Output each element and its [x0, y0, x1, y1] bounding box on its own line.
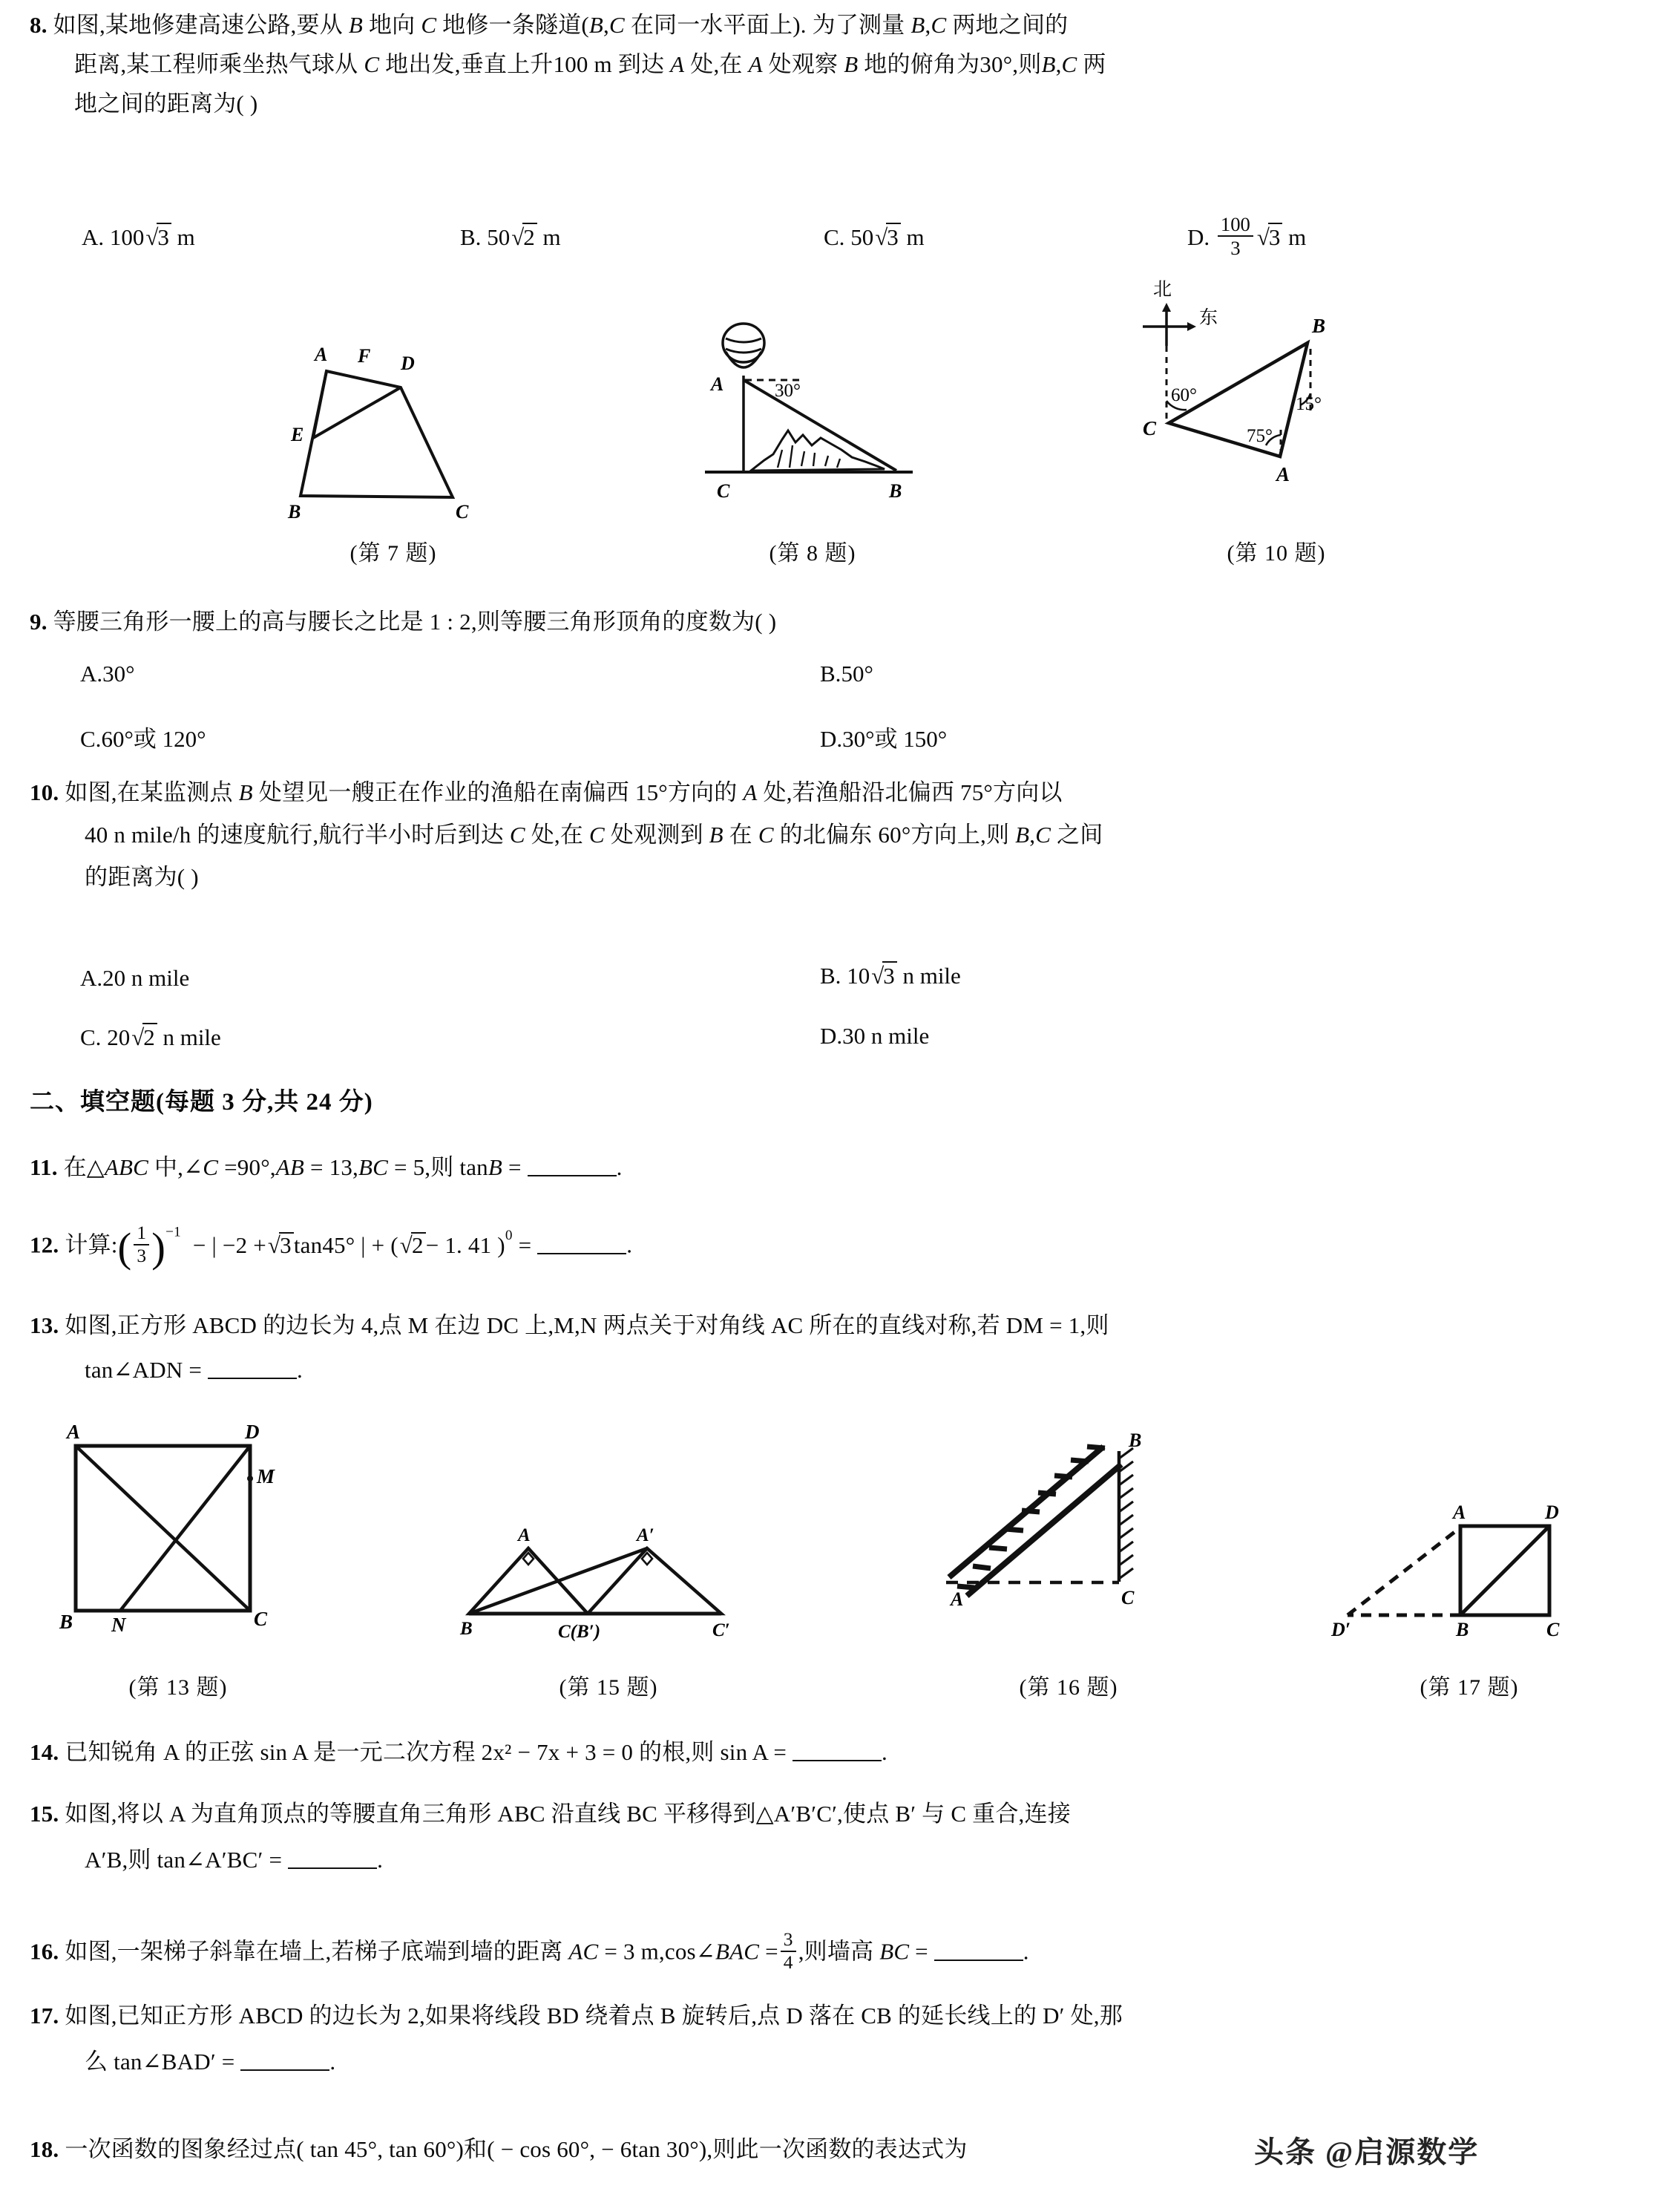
question-11-f: = 5,则 tan	[388, 1154, 488, 1180]
question-10-line1-a: 如图,在某监测点	[65, 779, 239, 805]
figure-10-label-C: C	[1143, 417, 1157, 439]
option-key: D.	[820, 726, 843, 752]
question-16-line1-a: 如图,一架梯子斜靠在墙上,若梯子底端到墙的距离	[65, 1938, 569, 1965]
question-10-line2-d: 在	[723, 822, 758, 848]
question-10-line3: 的距离为( )	[85, 864, 199, 890]
figure-16-label-A: A	[951, 1588, 964, 1610]
question-10-line2-f: 之间	[1051, 822, 1103, 848]
figure-13-label-C: C	[254, 1608, 268, 1630]
figure-17	[1299, 1502, 1595, 1640]
figure-13-label-N: N	[111, 1614, 126, 1636]
question-10-line2-b: 处,在	[525, 822, 589, 848]
figure-8-label-A: A	[711, 373, 724, 395]
figure-7-label-F: F	[358, 345, 371, 367]
question-8-option-d[interactable]	[1187, 214, 1306, 258]
figure-16-label-C: C	[1121, 1587, 1135, 1608]
question-12-expr: − | −2 +√3tan45° | + (√2− 1. 41 )$^0$ =	[186, 1227, 532, 1258]
question-17-number: 17.	[30, 2003, 59, 2029]
question-10-option-a[interactable]	[80, 965, 189, 992]
figure-10-label-A: A	[1276, 463, 1290, 485]
figure-7-drawing	[275, 341, 512, 523]
question-12-lead: 计算:	[65, 1231, 118, 1258]
question-10-option-d[interactable]	[820, 1023, 929, 1050]
question-10-option-c[interactable]	[80, 1023, 221, 1051]
question-11: 11. 在△ABC 中,∠C =90°,AB = 13,BC = 5,则 tanB = .	[30, 1152, 1662, 1179]
figure-17-label-C: C	[1546, 1619, 1560, 1640]
option-value: 30°或 150°	[842, 726, 948, 752]
question-9-option-c[interactable]	[80, 720, 206, 753]
option-value: 100√3 m	[109, 224, 195, 250]
figure-8-angle-label: 30°	[775, 381, 801, 401]
figure-16-caption: (第 16 题)	[1019, 1675, 1118, 1700]
question-14-answer-blank[interactable]	[793, 1737, 882, 1761]
figure-7-label-C: C	[456, 501, 469, 523]
question-13-line2: tan∠ADN =	[85, 1357, 203, 1383]
option-value: 30°	[102, 661, 135, 687]
question-8: 8. 如图,某地修建高速公路,要从 B 地向 C 地修一条隧道(B,C 在同一水平面上). 为了测量 B,C 两地之间的 距离,某工程师乘坐热气球从 C 地出发,垂直上升100 m 到达 A 处,在 A 处观察 B 地的俯角为30°,则B,C 两 地之间的距离为( )	[30, 12, 1106, 117]
question-8-line3: 地之间的距离为( )	[74, 91, 258, 117]
figure-10-east-label: 东	[1199, 308, 1218, 328]
figure-13-point-M	[247, 1476, 253, 1482]
figure-8-label-C: C	[717, 480, 730, 502]
question-11-bc: BC	[358, 1154, 388, 1180]
question-15-answer-blank[interactable]	[288, 1844, 377, 1869]
question-18-line1: 一次函数的图象经过点( tan 45°, tan 60°)和( − cos 60°, − 6tan 30°),则此一次函数的表达式为	[65, 2136, 968, 2162]
option-key: A.	[80, 661, 103, 687]
question-13-line1: 如图,正方形 ABCD 的边长为 4,点 M 在边 DC 上,M,N 两点关于对角线 AC 所在的直线对称,若 DM = 1,则	[65, 1312, 1109, 1338]
figure-17-diagonal	[1460, 1526, 1549, 1615]
figure-8	[690, 319, 935, 520]
figure-15-label-Cprime: C′	[712, 1620, 730, 1640]
question-8-line2-b: 地出发,垂直上升100 m 到达	[379, 51, 671, 77]
question-9-text: 等腰三角形一腰上的高与腰长之比是 1 : 2,则等腰三角形顶角的度数为( )	[53, 609, 777, 635]
question-11-c: C	[203, 1154, 219, 1180]
question-12-answer-blank[interactable]	[537, 1230, 626, 1254]
question-16: 16. 如图,一架梯子斜靠在墙上,若梯子底端到墙的距离 AC = 3 m,cos∠BAC = $\frac{3}{4}$ ,则墙高 BC = .	[30, 1929, 1029, 1973]
figure-10-angle-15: 15°	[1296, 394, 1322, 414]
figure-13-label-B: B	[59, 1611, 73, 1633]
question-8-line2-d: 处观察	[762, 51, 844, 77]
figure-8-label-B: B	[889, 480, 902, 502]
question-14-line1: 已知锐角 A 的正弦 sin A 是一元二次方程 2x² − 7x + 3 = 0 的根,则 sin A =	[65, 1739, 787, 1765]
question-11-g: B	[488, 1154, 502, 1180]
question-9	[30, 610, 1662, 633]
question-9-option-a[interactable]	[80, 661, 135, 687]
question-11-abc: ABC	[104, 1154, 148, 1180]
question-15-line1: 如图,将以 A 为直角顶点的等腰直角三角形 ABC 沿直线 BC 平移得到△A′B′C′,使点 B′ 与 C 重合,连接	[65, 1801, 1071, 1827]
option-key: C.	[80, 1024, 102, 1050]
question-8-number: 8.	[30, 12, 47, 38]
figure-13-caption: (第 13 题)	[128, 1675, 228, 1700]
option-key: A.	[82, 224, 105, 250]
question-11-b: 中,∠	[148, 1154, 203, 1180]
figure-10-angle-60: 60°	[1171, 385, 1197, 405]
question-18-number: 18.	[30, 2136, 59, 2162]
option-value: 30 n mile	[842, 1023, 930, 1049]
question-9-option-d[interactable]	[820, 720, 947, 753]
option-key: D.	[820, 1023, 843, 1049]
figure-10-label-B: B	[1312, 315, 1326, 337]
question-11-e: = 13,	[304, 1154, 358, 1180]
figure-17-label-A: A	[1453, 1502, 1466, 1523]
question-16-ac: AC	[568, 1938, 599, 1965]
figure-10-north-label: 北	[1153, 280, 1172, 300]
question-10-line1-b: 处望见一艘正在作业的渔船在南偏西 15°方向的	[252, 779, 744, 805]
option-key: B.	[460, 224, 482, 250]
figure-15-label-Aprime: A′	[637, 1525, 654, 1545]
question-8-line2-c: 处,在	[684, 51, 749, 77]
figure-17-drawing	[1299, 1502, 1595, 1640]
question-8-line1-d: 在同一水平面上). 为了测量	[624, 12, 911, 38]
question-12-number: 12.	[30, 1231, 59, 1258]
option-key: C.	[80, 726, 102, 752]
question-11-answer-blank[interactable]	[528, 1152, 617, 1176]
question-10-line1-c: 处,若渔船沿北偏西 75°方向以	[757, 779, 1063, 805]
option-key: C.	[824, 224, 845, 250]
question-16-line1-e: =	[759, 1938, 778, 1965]
figure-17-label-Dprime: D′	[1331, 1619, 1351, 1640]
option-value: 20√2 n mile	[107, 1024, 221, 1050]
question-16-number: 16.	[30, 1938, 59, 1965]
figure-10	[1128, 280, 1425, 512]
figure-7-label-D: D	[401, 353, 415, 374]
figure-13-label-D: D	[245, 1421, 260, 1443]
figure-13-label-A: A	[67, 1421, 81, 1443]
question-17-line2: 么 tan∠BAD′ =	[85, 2049, 235, 2075]
figure-13	[59, 1421, 304, 1636]
question-17-answer-blank[interactable]	[240, 2046, 329, 2071]
figure-16	[939, 1430, 1198, 1629]
option-value: 10√3 n mile	[847, 963, 961, 989]
figure-13-label-M: M	[257, 1465, 275, 1487]
figure-7	[275, 341, 512, 523]
figure-8-drawing	[690, 319, 935, 520]
question-12: 12. 计算:( $\frac{1}{3}$ )$^{-1}$ − | −2 +√3tan45° | + (√2− 1. 41 )$^0$ = .	[30, 1222, 633, 1271]
question-16-line1-f: ,则墙高	[798, 1938, 880, 1965]
question-16-frac-num: 3	[781, 1930, 796, 1952]
figure-15-drawing	[460, 1522, 757, 1640]
figure-7-caption: (第 7 题)	[350, 541, 437, 566]
question-8-line1-b: 地向	[363, 12, 421, 38]
figure-16-label-B: B	[1129, 1430, 1142, 1451]
figure-15	[460, 1522, 757, 1640]
option-value: $\frac{100}{3}$ √3 m	[1215, 224, 1306, 250]
question-13-answer-blank[interactable]	[208, 1355, 297, 1379]
question-14: 14. 已知锐角 A 的正弦 sin A 是一元二次方程 2x² − 7x + 3 = 0 的根,则 sin A = .	[30, 1737, 1670, 1764]
question-17-line1: 如图,已知正方形 ABCD 的边长为 2,如果将线段 BD 绕着点 B 旋转后,点 D 落在 CB 的延长线上的 D′ 处,那	[65, 2003, 1123, 2029]
option-key: A.	[80, 965, 103, 991]
figure-10-angle-75: 75°	[1247, 426, 1273, 446]
question-17: 17. 如图,已知正方形 ABCD 的边长为 2,如果将线段 BD 绕着点 B 旋转后,点 D 落在 CB 的延长线上的 D′ 处,那 么 tan∠BAD′ = .	[30, 2003, 1123, 2075]
question-11-a: 在△	[63, 1154, 105, 1180]
question-13-number: 13.	[30, 1312, 59, 1338]
question-16-frac-den: 4	[783, 1951, 793, 1973]
figure-17-label-D: D	[1545, 1502, 1559, 1523]
figure-17-caption: (第 17 题)	[1420, 1675, 1519, 1700]
question-16-answer-blank[interactable]	[934, 1937, 1023, 1961]
figure-15-label-A: A	[518, 1525, 531, 1545]
option-value: 50√2 m	[487, 224, 561, 250]
question-10-number: 10.	[30, 779, 59, 805]
question-8-option-b[interactable]	[460, 223, 561, 251]
question-16-bc: BC	[879, 1938, 910, 1965]
option-value: 60°或 120°	[101, 726, 206, 752]
question-9-number: 9.	[30, 609, 47, 635]
option-key: D.	[1187, 224, 1210, 251]
question-15-number: 15.	[30, 1801, 59, 1827]
question-8-line2-a: 距离,某工程师乘坐热气球从	[74, 51, 364, 77]
question-10-option-b[interactable]	[820, 961, 961, 989]
option-key: B.	[820, 661, 841, 687]
figure-7-label-B: B	[288, 501, 301, 523]
question-8-line1-e: 两地之间的	[946, 12, 1069, 38]
question-10: 10. 如图,在某监测点 B 处望见一艘正在作业的渔船在南偏西 15°方向的 A 处,若渔船沿北偏西 75°方向以 40 n mile/h 的速度航行,航行半小时后到达 C 处,在 C 处观测到 B 在 C 的北偏东 60°方向上,则 B,C 之间 的距离为( )	[30, 779, 1103, 890]
figure-10-caption: (第 10 题)	[1227, 541, 1326, 566]
option-key: B.	[820, 963, 841, 989]
question-8-option-a[interactable]	[82, 223, 195, 251]
question-10-line2-a: 40 n mile/h 的速度航行,航行半小时后到达	[85, 822, 510, 848]
figure-15-label-CBprime: C(B′)	[558, 1622, 601, 1642]
figure-7-label-E: E	[291, 424, 304, 445]
question-8-line2-f: 两	[1077, 51, 1106, 77]
figure-13-drawing	[59, 1421, 304, 1636]
figure-8-caption: (第 8 题)	[769, 541, 856, 566]
option-value: 50°	[841, 661, 873, 687]
figure-7-label-A: A	[315, 344, 328, 365]
question-16-line1-h: =	[909, 1938, 928, 1965]
question-10-line2-c: 处观测到	[604, 822, 709, 848]
question-11-number: 11.	[30, 1154, 58, 1180]
section-heading-fill-in-blanks: 二、填空题(每题 3 分,共 24 分)	[30, 1089, 373, 1116]
option-value: 50√3 m	[850, 224, 925, 250]
question-13: 13. 如图,正方形 ABCD 的边长为 4,点 M 在边 DC 上,M,N 两点关于对角线 AC 所在的直线对称,若 DM = 1,则 tan∠ADN = .	[30, 1312, 1109, 1383]
question-8-option-c[interactable]	[824, 223, 925, 251]
question-16-bac: BAC	[715, 1938, 760, 1965]
question-9-option-b[interactable]	[820, 661, 873, 687]
ladder-rail-lower	[967, 1464, 1121, 1596]
question-15-line2: A′B,则 tan∠A′BC′ =	[85, 1847, 283, 1873]
figure-15-caption: (第 15 题)	[559, 1675, 658, 1700]
question-11-h: =	[502, 1154, 522, 1180]
question-8-line1-c: 地修一条隧道(	[436, 12, 589, 38]
question-10-line2-e: 的北偏东 60°方向上,则	[773, 822, 1016, 848]
watermark: 头条 @启源数学	[1254, 2135, 1480, 2169]
question-16-line1-c: = 3 m,cos∠	[598, 1938, 715, 1965]
figure-17-label-B: B	[1456, 1619, 1469, 1640]
question-15: 15. 如图,将以 A 为直角顶点的等腰直角三角形 ABC 沿直线 BC 平移得到△A′B′C′,使点 B′ 与 C 重合,连接 A′B,则 tan∠A′BC′ = .	[30, 1801, 1071, 1873]
question-11-d: =90°,	[218, 1154, 276, 1180]
question-14-number: 14.	[30, 1739, 59, 1765]
figure-16-drawing	[939, 1430, 1198, 1629]
question-11-ab: AB	[275, 1154, 305, 1180]
question-8-line2-e: 地的俯角为30°,则	[858, 51, 1042, 77]
question-8-line1-a: 如图,某地修建高速公路,要从	[53, 12, 349, 38]
option-value: 20 n mile	[102, 965, 190, 991]
figure-10-drawing	[1128, 280, 1425, 512]
figure-15-label-B: B	[460, 1619, 473, 1639]
